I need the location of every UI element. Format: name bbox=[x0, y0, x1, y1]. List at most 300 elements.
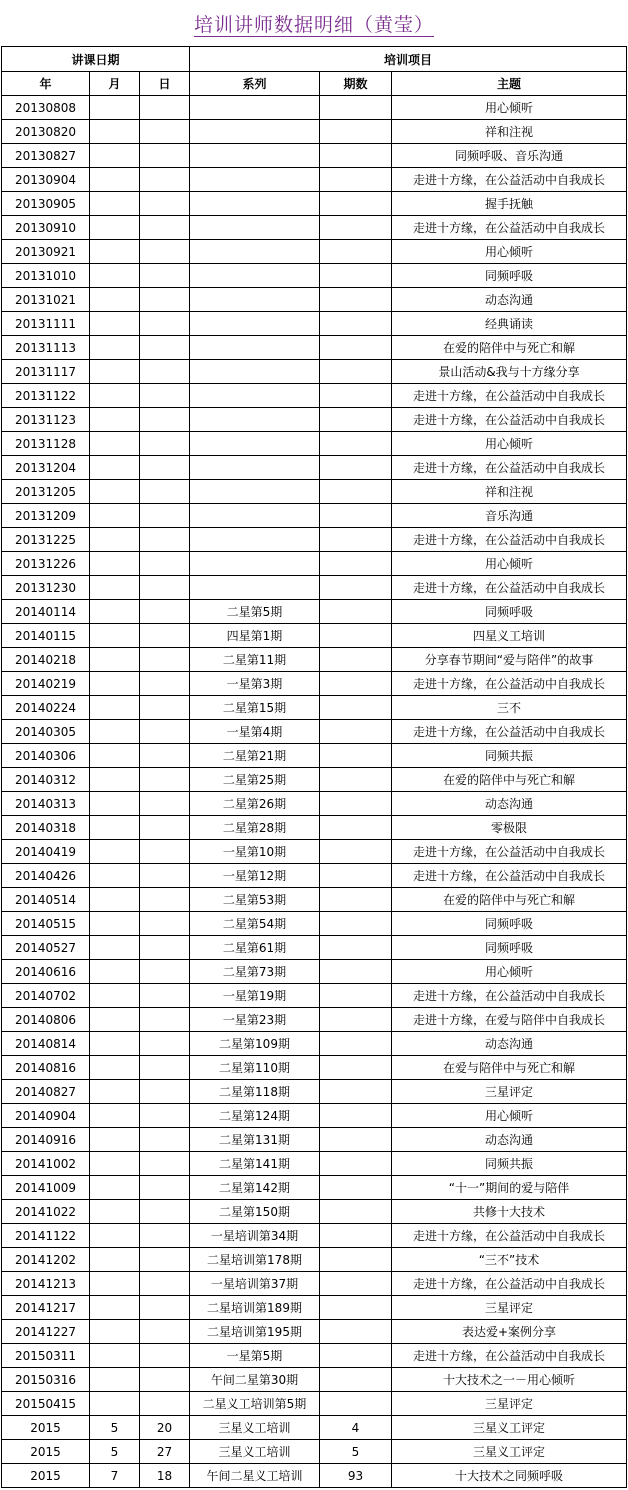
cell-year: 20140306 bbox=[2, 744, 90, 768]
cell-topic: “十一”期间的爱与陪伴 bbox=[392, 1176, 627, 1200]
cell-month bbox=[90, 384, 140, 408]
cell-issue bbox=[320, 1056, 392, 1080]
table-row bbox=[2, 912, 627, 936]
cell-year: 20131111 bbox=[2, 312, 90, 336]
cell-topic: 走进十方缘，在公益活动中自我成长 bbox=[392, 840, 627, 864]
cell-month bbox=[90, 1152, 140, 1176]
cell-year: 20141227 bbox=[2, 1320, 90, 1344]
cell-month bbox=[90, 1344, 140, 1368]
cell-series: 二星第26期 bbox=[190, 792, 320, 816]
cell-year: 20131128 bbox=[2, 432, 90, 456]
cell-issue bbox=[320, 984, 392, 1008]
cell-day bbox=[140, 120, 190, 144]
cell-issue bbox=[320, 648, 392, 672]
cell-month bbox=[90, 216, 140, 240]
cell-series: 一星培训第37期 bbox=[190, 1272, 320, 1296]
cell-issue bbox=[320, 144, 392, 168]
table-row bbox=[2, 984, 627, 1008]
cell-day bbox=[140, 1248, 190, 1272]
table-row bbox=[2, 1416, 627, 1440]
cell-topic: 用心倾听 bbox=[392, 552, 627, 576]
cell-series bbox=[190, 192, 320, 216]
cell-month bbox=[90, 408, 140, 432]
cell-month bbox=[90, 288, 140, 312]
cell-issue bbox=[320, 1176, 392, 1200]
cell-year: 20131205 bbox=[2, 480, 90, 504]
cell-issue bbox=[320, 1392, 392, 1416]
cell-month bbox=[90, 792, 140, 816]
cell-month bbox=[90, 1224, 140, 1248]
cell-series: 午间二星义工培训 bbox=[190, 1464, 320, 1488]
cell-issue bbox=[320, 888, 392, 912]
header-topic: 主题 bbox=[392, 72, 627, 96]
cell-day bbox=[140, 96, 190, 120]
table-row bbox=[2, 792, 627, 816]
cell-month bbox=[90, 1104, 140, 1128]
cell-topic: 同频呼吸、音乐沟通 bbox=[392, 144, 627, 168]
table-row bbox=[2, 432, 627, 456]
cell-month bbox=[90, 720, 140, 744]
cell-day bbox=[140, 1104, 190, 1128]
cell-series bbox=[190, 96, 320, 120]
cell-month bbox=[90, 1392, 140, 1416]
cell-series: 午间二星第30期 bbox=[190, 1368, 320, 1392]
cell-year: 20140305 bbox=[2, 720, 90, 744]
cell-issue bbox=[320, 120, 392, 144]
cell-series: 二星第131期 bbox=[190, 1128, 320, 1152]
cell-series: 二星第73期 bbox=[190, 960, 320, 984]
cell-series bbox=[190, 216, 320, 240]
cell-series bbox=[190, 120, 320, 144]
cell-month bbox=[90, 192, 140, 216]
cell-month bbox=[90, 912, 140, 936]
cell-year: 20140814 bbox=[2, 1032, 90, 1056]
table-body bbox=[2, 96, 627, 1488]
cell-month bbox=[90, 1008, 140, 1032]
cell-series bbox=[190, 360, 320, 384]
cell-year: 20140827 bbox=[2, 1080, 90, 1104]
cell-year: 2015 bbox=[2, 1440, 90, 1464]
table-row bbox=[2, 360, 627, 384]
cell-issue bbox=[320, 240, 392, 264]
cell-series bbox=[190, 528, 320, 552]
cell-month bbox=[90, 264, 140, 288]
cell-issue bbox=[320, 1224, 392, 1248]
cell-month bbox=[90, 1128, 140, 1152]
cell-year: 20140419 bbox=[2, 840, 90, 864]
cell-issue: 5 bbox=[320, 1440, 392, 1464]
cell-day: 27 bbox=[140, 1440, 190, 1464]
table-row bbox=[2, 648, 627, 672]
cell-month bbox=[90, 936, 140, 960]
table-row bbox=[2, 240, 627, 264]
cell-series: 二星第54期 bbox=[190, 912, 320, 936]
cell-month bbox=[90, 1080, 140, 1104]
cell-issue bbox=[320, 408, 392, 432]
cell-topic: 走进十方缘，在公益活动中自我成长 bbox=[392, 672, 627, 696]
cell-topic: 三星义工评定 bbox=[392, 1440, 627, 1464]
cell-issue bbox=[320, 744, 392, 768]
cell-month bbox=[90, 360, 140, 384]
cell-issue bbox=[320, 456, 392, 480]
cell-month bbox=[90, 456, 140, 480]
cell-year: 20150311 bbox=[2, 1344, 90, 1368]
cell-month bbox=[90, 144, 140, 168]
cell-month bbox=[90, 888, 140, 912]
cell-issue bbox=[320, 576, 392, 600]
cell-series bbox=[190, 312, 320, 336]
cell-topic: 在爱的陪伴中与死亡和解 bbox=[392, 888, 627, 912]
cell-series: 二星第141期 bbox=[190, 1152, 320, 1176]
cell-series: 二星义工培训第5期 bbox=[190, 1392, 320, 1416]
cell-issue bbox=[320, 720, 392, 744]
cell-day bbox=[140, 768, 190, 792]
table-row bbox=[2, 96, 627, 120]
cell-issue bbox=[320, 936, 392, 960]
cell-month bbox=[90, 432, 140, 456]
cell-day bbox=[140, 456, 190, 480]
table-row bbox=[2, 816, 627, 840]
table-row bbox=[2, 288, 627, 312]
cell-topic: 祥和注视 bbox=[392, 480, 627, 504]
cell-topic: 同频共振 bbox=[392, 744, 627, 768]
cell-topic: 走进十方缘，在公益活动中自我成长 bbox=[392, 864, 627, 888]
cell-issue bbox=[320, 1248, 392, 1272]
cell-day bbox=[140, 144, 190, 168]
cell-series bbox=[190, 504, 320, 528]
cell-day bbox=[140, 720, 190, 744]
cell-day bbox=[140, 600, 190, 624]
table-row bbox=[2, 1344, 627, 1368]
cell-year: 20140115 bbox=[2, 624, 90, 648]
table-row bbox=[2, 576, 627, 600]
cell-day bbox=[140, 384, 190, 408]
cell-year: 20131230 bbox=[2, 576, 90, 600]
cell-topic: 用心倾听 bbox=[392, 1104, 627, 1128]
cell-month bbox=[90, 1200, 140, 1224]
cell-series: 二星培训第178期 bbox=[190, 1248, 320, 1272]
cell-year: 20140312 bbox=[2, 768, 90, 792]
cell-issue bbox=[320, 1296, 392, 1320]
cell-month bbox=[90, 96, 140, 120]
cell-series: 二星第124期 bbox=[190, 1104, 320, 1128]
cell-issue bbox=[320, 1080, 392, 1104]
cell-day bbox=[140, 672, 190, 696]
cell-year: 20130827 bbox=[2, 144, 90, 168]
cell-day bbox=[140, 840, 190, 864]
cell-day bbox=[140, 1056, 190, 1080]
cell-day bbox=[140, 1296, 190, 1320]
cell-month bbox=[90, 1320, 140, 1344]
cell-year: 20140702 bbox=[2, 984, 90, 1008]
cell-issue bbox=[320, 504, 392, 528]
cell-month bbox=[90, 768, 140, 792]
cell-topic: 十大技术之一－用心倾听 bbox=[392, 1368, 627, 1392]
cell-month bbox=[90, 576, 140, 600]
cell-topic: 同频呼吸 bbox=[392, 264, 627, 288]
cell-topic: 走进十方缘，在公益活动中自我成长 bbox=[392, 984, 627, 1008]
cell-issue bbox=[320, 1272, 392, 1296]
cell-topic: 走进十方缘，在公益活动中自我成长 bbox=[392, 456, 627, 480]
table-row bbox=[2, 840, 627, 864]
cell-topic: 动态沟通 bbox=[392, 1128, 627, 1152]
cell-day bbox=[140, 648, 190, 672]
cell-year: 20131122 bbox=[2, 384, 90, 408]
cell-day bbox=[140, 1200, 190, 1224]
cell-year: 20131010 bbox=[2, 264, 90, 288]
cell-month bbox=[90, 120, 140, 144]
table-row bbox=[2, 744, 627, 768]
table-row bbox=[2, 144, 627, 168]
table-row bbox=[2, 312, 627, 336]
cell-year: 20140219 bbox=[2, 672, 90, 696]
cell-day bbox=[140, 216, 190, 240]
cell-issue bbox=[320, 1032, 392, 1056]
cell-issue bbox=[320, 768, 392, 792]
cell-month bbox=[90, 672, 140, 696]
cell-topic: 三星评定 bbox=[392, 1392, 627, 1416]
cell-issue bbox=[320, 1152, 392, 1176]
cell-day bbox=[140, 792, 190, 816]
table-row bbox=[2, 480, 627, 504]
cell-series bbox=[190, 480, 320, 504]
cell-day bbox=[140, 864, 190, 888]
table-row bbox=[2, 168, 627, 192]
cell-series: 二星第142期 bbox=[190, 1176, 320, 1200]
cell-day: 18 bbox=[140, 1464, 190, 1488]
cell-series: 二星第5期 bbox=[190, 600, 320, 624]
cell-topic: 同频呼吸 bbox=[392, 600, 627, 624]
cell-topic: 分享春节期间“爱与陪伴”的故事 bbox=[392, 648, 627, 672]
table-row bbox=[2, 1272, 627, 1296]
cell-issue bbox=[320, 1200, 392, 1224]
cell-month bbox=[90, 864, 140, 888]
cell-year: 2015 bbox=[2, 1416, 90, 1440]
cell-issue bbox=[320, 696, 392, 720]
cell-year: 20140515 bbox=[2, 912, 90, 936]
cell-day: 20 bbox=[140, 1416, 190, 1440]
training-records-table bbox=[1, 46, 627, 1488]
cell-topic: 同频共振 bbox=[392, 1152, 627, 1176]
cell-series: 二星第53期 bbox=[190, 888, 320, 912]
cell-issue bbox=[320, 1368, 392, 1392]
cell-year: 20140218 bbox=[2, 648, 90, 672]
cell-issue bbox=[320, 528, 392, 552]
cell-day bbox=[140, 1368, 190, 1392]
cell-year: 20141002 bbox=[2, 1152, 90, 1176]
cell-year: 20140527 bbox=[2, 936, 90, 960]
cell-year: 2015 bbox=[2, 1464, 90, 1488]
table-row bbox=[2, 1128, 627, 1152]
cell-topic: 表达爱+案例分享 bbox=[392, 1320, 627, 1344]
header-column-row bbox=[2, 72, 627, 96]
cell-issue bbox=[320, 792, 392, 816]
cell-year: 20140114 bbox=[2, 600, 90, 624]
cell-day bbox=[140, 360, 190, 384]
cell-topic: 动态沟通 bbox=[392, 792, 627, 816]
cell-topic: 同频呼吸 bbox=[392, 912, 627, 936]
cell-series: 二星第109期 bbox=[190, 1032, 320, 1056]
cell-topic: 走进十方缘，在公益活动中自我成长 bbox=[392, 1272, 627, 1296]
cell-issue bbox=[320, 432, 392, 456]
header-series: 系列 bbox=[190, 72, 320, 96]
cell-topic: 走进十方缘，在公益活动中自我成长 bbox=[392, 528, 627, 552]
cell-day bbox=[140, 888, 190, 912]
cell-month bbox=[90, 696, 140, 720]
cell-month bbox=[90, 1248, 140, 1272]
cell-series bbox=[190, 336, 320, 360]
cell-series: 四星第1期 bbox=[190, 624, 320, 648]
table-row bbox=[2, 1104, 627, 1128]
cell-day bbox=[140, 480, 190, 504]
cell-topic: 三星评定 bbox=[392, 1296, 627, 1320]
cell-day bbox=[140, 1152, 190, 1176]
cell-month bbox=[90, 960, 140, 984]
cell-topic: 十大技术之同频呼吸 bbox=[392, 1464, 627, 1488]
cell-series bbox=[190, 432, 320, 456]
cell-series bbox=[190, 456, 320, 480]
table-row bbox=[2, 888, 627, 912]
cell-topic: 景山活动&我与十方缘分享 bbox=[392, 360, 627, 384]
table-row bbox=[2, 600, 627, 624]
cell-day bbox=[140, 552, 190, 576]
cell-issue bbox=[320, 864, 392, 888]
cell-issue bbox=[320, 264, 392, 288]
cell-day bbox=[140, 1224, 190, 1248]
cell-year: 20140224 bbox=[2, 696, 90, 720]
cell-month bbox=[90, 528, 140, 552]
cell-month bbox=[90, 168, 140, 192]
cell-year: 20130904 bbox=[2, 168, 90, 192]
cell-day bbox=[140, 1320, 190, 1344]
cell-month bbox=[90, 840, 140, 864]
cell-year: 20130905 bbox=[2, 192, 90, 216]
cell-series: 二星培训第189期 bbox=[190, 1296, 320, 1320]
cell-year: 20131204 bbox=[2, 456, 90, 480]
cell-issue bbox=[320, 960, 392, 984]
table-row bbox=[2, 120, 627, 144]
cell-year: 20140616 bbox=[2, 960, 90, 984]
cell-day bbox=[140, 912, 190, 936]
cell-year: 20140904 bbox=[2, 1104, 90, 1128]
cell-issue bbox=[320, 96, 392, 120]
cell-topic: 走进十方缘，在公益活动中自我成长 bbox=[392, 576, 627, 600]
cell-day bbox=[140, 624, 190, 648]
cell-day bbox=[140, 1032, 190, 1056]
cell-topic: “三不”技术 bbox=[392, 1248, 627, 1272]
cell-topic: 用心倾听 bbox=[392, 432, 627, 456]
cell-year: 20140426 bbox=[2, 864, 90, 888]
cell-topic: 走进十方缘，在公益活动中自我成长 bbox=[392, 168, 627, 192]
cell-month bbox=[90, 600, 140, 624]
table-row bbox=[2, 672, 627, 696]
table-row bbox=[2, 1152, 627, 1176]
table-row bbox=[2, 864, 627, 888]
cell-issue bbox=[320, 192, 392, 216]
cell-month bbox=[90, 816, 140, 840]
cell-topic: 动态沟通 bbox=[392, 288, 627, 312]
table-row bbox=[2, 192, 627, 216]
header-training-project: 培训项目 bbox=[190, 47, 627, 72]
cell-series bbox=[190, 552, 320, 576]
cell-day bbox=[140, 336, 190, 360]
cell-year: 20140514 bbox=[2, 888, 90, 912]
cell-day bbox=[140, 288, 190, 312]
table-row bbox=[2, 1056, 627, 1080]
cell-day bbox=[140, 744, 190, 768]
cell-topic: 走进十方缘，在公益活动中自我成长 bbox=[392, 720, 627, 744]
cell-series: 一星第4期 bbox=[190, 720, 320, 744]
cell-year: 20130808 bbox=[2, 96, 90, 120]
cell-series: 一星第5期 bbox=[190, 1344, 320, 1368]
cell-month bbox=[90, 504, 140, 528]
cell-topic: 走进十方缘，在公益活动中自我成长 bbox=[392, 1344, 627, 1368]
cell-year: 20141009 bbox=[2, 1176, 90, 1200]
table-row bbox=[2, 936, 627, 960]
table-row bbox=[2, 552, 627, 576]
cell-topic: 在爱的陪伴中与死亡和解 bbox=[392, 336, 627, 360]
cell-series bbox=[190, 288, 320, 312]
cell-year: 20141122 bbox=[2, 1224, 90, 1248]
cell-issue bbox=[320, 360, 392, 384]
table-row bbox=[2, 1032, 627, 1056]
cell-issue bbox=[320, 1008, 392, 1032]
cell-month bbox=[90, 312, 140, 336]
cell-series: 二星第150期 bbox=[190, 1200, 320, 1224]
cell-issue bbox=[320, 336, 392, 360]
cell-topic: 音乐沟通 bbox=[392, 504, 627, 528]
cell-month: 5 bbox=[90, 1416, 140, 1440]
cell-topic: 走进十方缘，在公益活动中自我成长 bbox=[392, 216, 627, 240]
cell-month bbox=[90, 552, 140, 576]
cell-topic: 走进十方缘，在爱与陪伴中自我成长 bbox=[392, 1008, 627, 1032]
cell-series bbox=[190, 144, 320, 168]
cell-issue bbox=[320, 816, 392, 840]
cell-year: 20130910 bbox=[2, 216, 90, 240]
cell-series: 一星第23期 bbox=[190, 1008, 320, 1032]
table-row bbox=[2, 456, 627, 480]
cell-month bbox=[90, 1296, 140, 1320]
cell-series bbox=[190, 264, 320, 288]
cell-series bbox=[190, 408, 320, 432]
sheet-title: 培训讲师数据明细（黄莹） bbox=[193, 13, 434, 36]
cell-series: 一星第12期 bbox=[190, 864, 320, 888]
cell-series: 二星第110期 bbox=[190, 1056, 320, 1080]
cell-day bbox=[140, 192, 190, 216]
cell-series: 二星第11期 bbox=[190, 648, 320, 672]
cell-year: 20130921 bbox=[2, 240, 90, 264]
table-row bbox=[2, 408, 627, 432]
cell-day bbox=[140, 1344, 190, 1368]
table-row bbox=[2, 1008, 627, 1032]
cell-issue bbox=[320, 216, 392, 240]
table-row bbox=[2, 264, 627, 288]
cell-day bbox=[140, 408, 190, 432]
cell-series: 一星第19期 bbox=[190, 984, 320, 1008]
table-row bbox=[2, 528, 627, 552]
title-row bbox=[0, 0, 628, 46]
cell-year: 20140806 bbox=[2, 1008, 90, 1032]
cell-topic: 走进十方缘，在公益活动中自我成长 bbox=[392, 1224, 627, 1248]
cell-year: 20131113 bbox=[2, 336, 90, 360]
cell-series: 三星义工培训 bbox=[190, 1416, 320, 1440]
table-row bbox=[2, 504, 627, 528]
cell-issue bbox=[320, 552, 392, 576]
table-row bbox=[2, 1368, 627, 1392]
cell-year: 20131209 bbox=[2, 504, 90, 528]
cell-day bbox=[140, 1272, 190, 1296]
cell-year: 20131225 bbox=[2, 528, 90, 552]
